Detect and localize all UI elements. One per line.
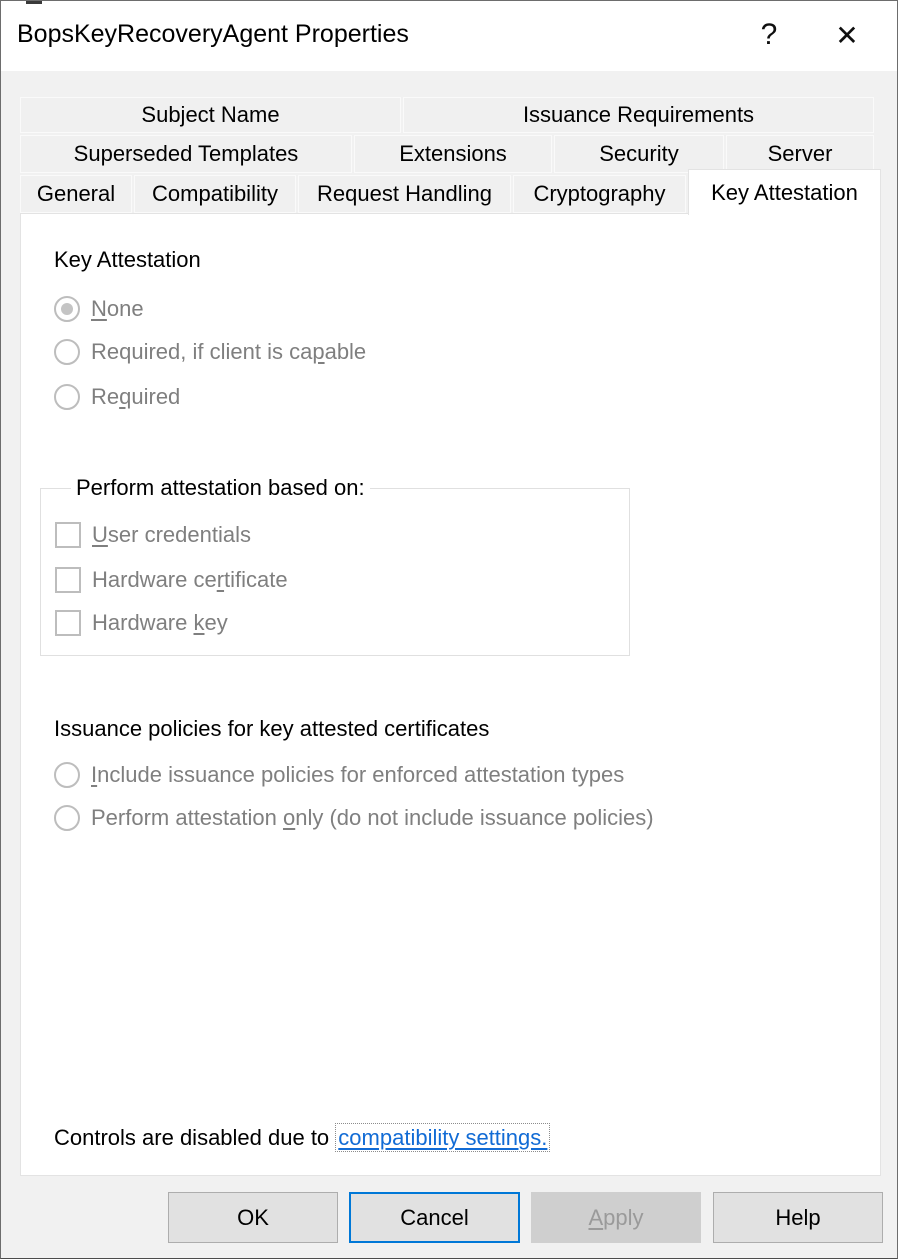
radio-none[interactable] [54,296,144,322]
radio-required-label: Required [91,384,181,409]
radio-include-issuance-policies-label: Include issuance policies for enforced attestation types [91,762,625,787]
checkbox-hardware-key-label: Hardware key [92,610,228,635]
checkbox-hardware-certificate[interactable] [55,567,288,593]
tab-label: Issuance Requirements [522,102,755,127]
tab-label: Key Attestation [711,179,858,205]
tab-subject-name[interactable] [20,97,401,133]
tab-security[interactable] [554,135,724,173]
tab-general[interactable] [20,175,132,213]
radio-button-icon [54,762,80,788]
tab-key-attestation[interactable] [688,169,881,215]
close-icon: ✕ [835,19,859,51]
radio-button-icon [54,339,80,365]
tab-label: Subject Name [141,102,280,127]
ok-button[interactable]: OK [168,1192,338,1243]
tab-extensions[interactable] [354,135,552,173]
checkbox-user-credentials-label: User credentials [92,522,251,547]
issuance-policies-heading: Issuance policies for key attested certificates [54,716,490,741]
tab-server[interactable] [726,135,874,173]
radio-perform-attestation-only[interactable] [54,805,654,831]
radio-required[interactable] [54,384,180,410]
tab-compatibility[interactable] [134,175,296,213]
tab-issuance-requirements[interactable] [403,97,874,133]
radio-required-if-capable-label: Required, if client is capable [91,339,367,364]
key-attestation-page [20,213,881,1176]
checkbox-hardware-certificate-label: Hardware certificate [92,567,288,592]
radio-none-label: None [91,296,144,321]
tab-label: Request Handling [317,181,492,206]
tab-label: Cryptography [533,181,666,206]
question-mark-icon: ? [760,18,778,51]
cancel-button[interactable]: Cancel [349,1192,520,1243]
disabled-controls-note [54,1125,550,1151]
radio-button-icon [54,805,80,831]
radio-required-if-capable[interactable] [54,339,366,365]
tab-label: Security [599,141,679,166]
tab-superseded-templates[interactable] [20,135,352,173]
close-button[interactable] [815,3,879,67]
checkbox-hardware-key[interactable] [55,610,228,636]
tab-cryptography[interactable] [513,175,686,213]
attestation-basis-legend: Perform attestation based on: [71,475,370,501]
tab-label: General [36,181,116,206]
radio-button-icon [54,384,80,410]
apply-button[interactable] [531,1192,701,1243]
tab-label: Extensions [399,141,507,166]
key-attestation-heading: Key Attestation [54,247,201,272]
radio-include-issuance-policies[interactable] [54,762,624,788]
help-button[interactable]: Help [713,1192,883,1243]
compatibility-settings-link[interactable]: compatibility settings. [335,1123,550,1152]
tab-label: Server [767,141,833,166]
tab-label: Compatibility [152,181,278,206]
checkbox-icon [55,522,81,548]
attestation-basis-groupbox [40,475,630,656]
window-title: BopsKeyRecoveryAgent Properties [17,20,409,48]
radio-perform-attestation-only-label: Perform attestation only (do not include issuance policies) [91,805,654,830]
checkbox-icon [55,610,81,636]
titlebar-help-button[interactable] [737,3,801,67]
note-text: Controls are disabled due to [54,1125,336,1150]
checkbox-icon [55,567,81,593]
tab-request-handling[interactable] [298,175,511,213]
tab-label: Superseded Templates [73,141,299,166]
radio-button-icon [54,296,80,322]
apply-button-label: Apply [588,1204,644,1230]
checkbox-user-credentials[interactable] [55,522,251,548]
titlebar [1,1,897,71]
